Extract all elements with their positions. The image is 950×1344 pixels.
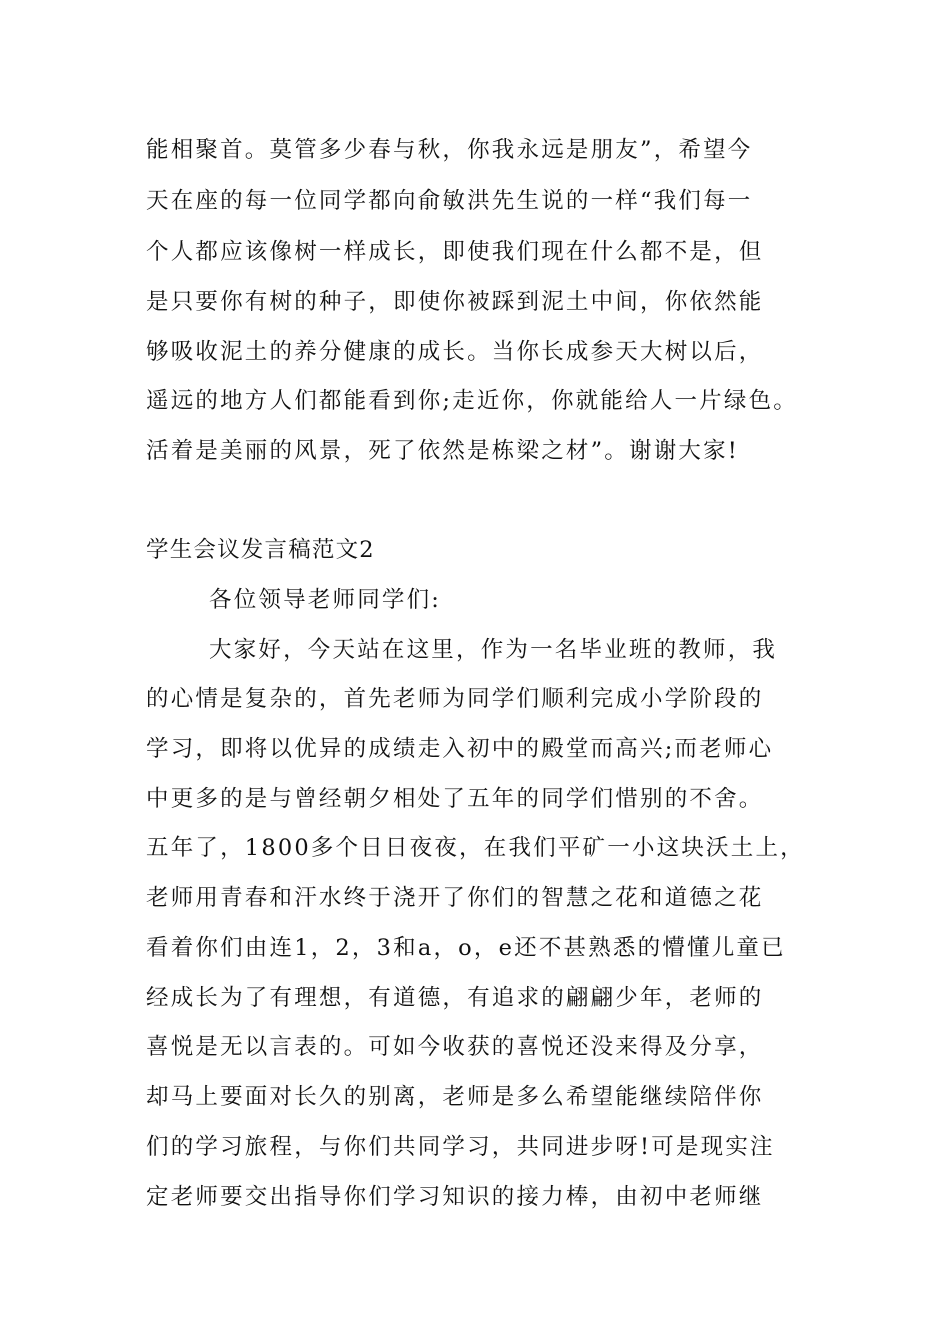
paragraph-line: 活着是美丽的风景，死了依然是栋梁之材”。谢谢大家! — [146, 438, 740, 464]
greeting-line: 各位领导老师同学们: — [209, 587, 442, 613]
paragraph-line: 定老师要交出指导你们学习知识的接力棒，由初中老师继 — [146, 1184, 764, 1210]
paragraph-line: 的心情是复杂的，首先老师为同学们顺利完成小学阶段的 — [146, 686, 764, 712]
paragraph-line: 经成长为了有理想，有道德，有追求的翩翩少年，老师的 — [146, 985, 764, 1011]
paragraph-line: 天在座的每一位同学都向俞敏洪先生说的一样“我们每一 — [146, 188, 753, 214]
paragraph-line: 老师用青春和汗水终于浇开了你们的智慧之花和道德之花 — [146, 885, 764, 911]
paragraph-line: 喜悦是无以言表的。可如今收获的喜悦还没来得及分享， — [146, 1034, 764, 1060]
paragraph-line: 是只要你有树的种子，即使你被踩到泥土中间，你依然能 — [146, 289, 764, 315]
paragraph-line: 学习，即将以优异的成绩走入初中的殿堂而高兴;而老师心 — [146, 736, 774, 762]
paragraph-line: 看着你们由连1，2，3和a，o，e还不甚熟悉的懵懂儿童已 — [146, 935, 786, 961]
paragraph-line: 够吸收泥土的养分健康的成长。当你长成参天大树以后， — [146, 339, 764, 365]
paragraph-line: 大家好，今天站在这里，作为一名毕业班的教师，我 — [209, 637, 778, 663]
paragraph-line: 五年了，1800多个日日夜夜，在我们平矿一小这块沃土上， — [146, 835, 805, 861]
paragraph-line: 中更多的是与曾经朝夕相处了五年的同学们惜别的不舍。 — [146, 786, 764, 812]
section-title: 学生会议发言稿范文2 — [146, 537, 375, 563]
paragraph-line: 遥远的地方人们都能看到你;走近你，你就能给人一片绿色。 — [146, 388, 798, 414]
paragraph-line: 们的学习旅程，与你们共同学习，共同进步呀!可是现实注 — [146, 1134, 775, 1160]
paragraph-line: 个人都应该像树一样成长，即使我们现在什么都不是，但 — [146, 239, 764, 265]
paragraph-line: 能相聚首。莫管多少春与秋，你我永远是朋友”，希望今 — [146, 137, 753, 163]
paragraph-line: 却马上要面对长久的别离，老师是多么希望能继续陪伴你 — [146, 1084, 764, 1110]
